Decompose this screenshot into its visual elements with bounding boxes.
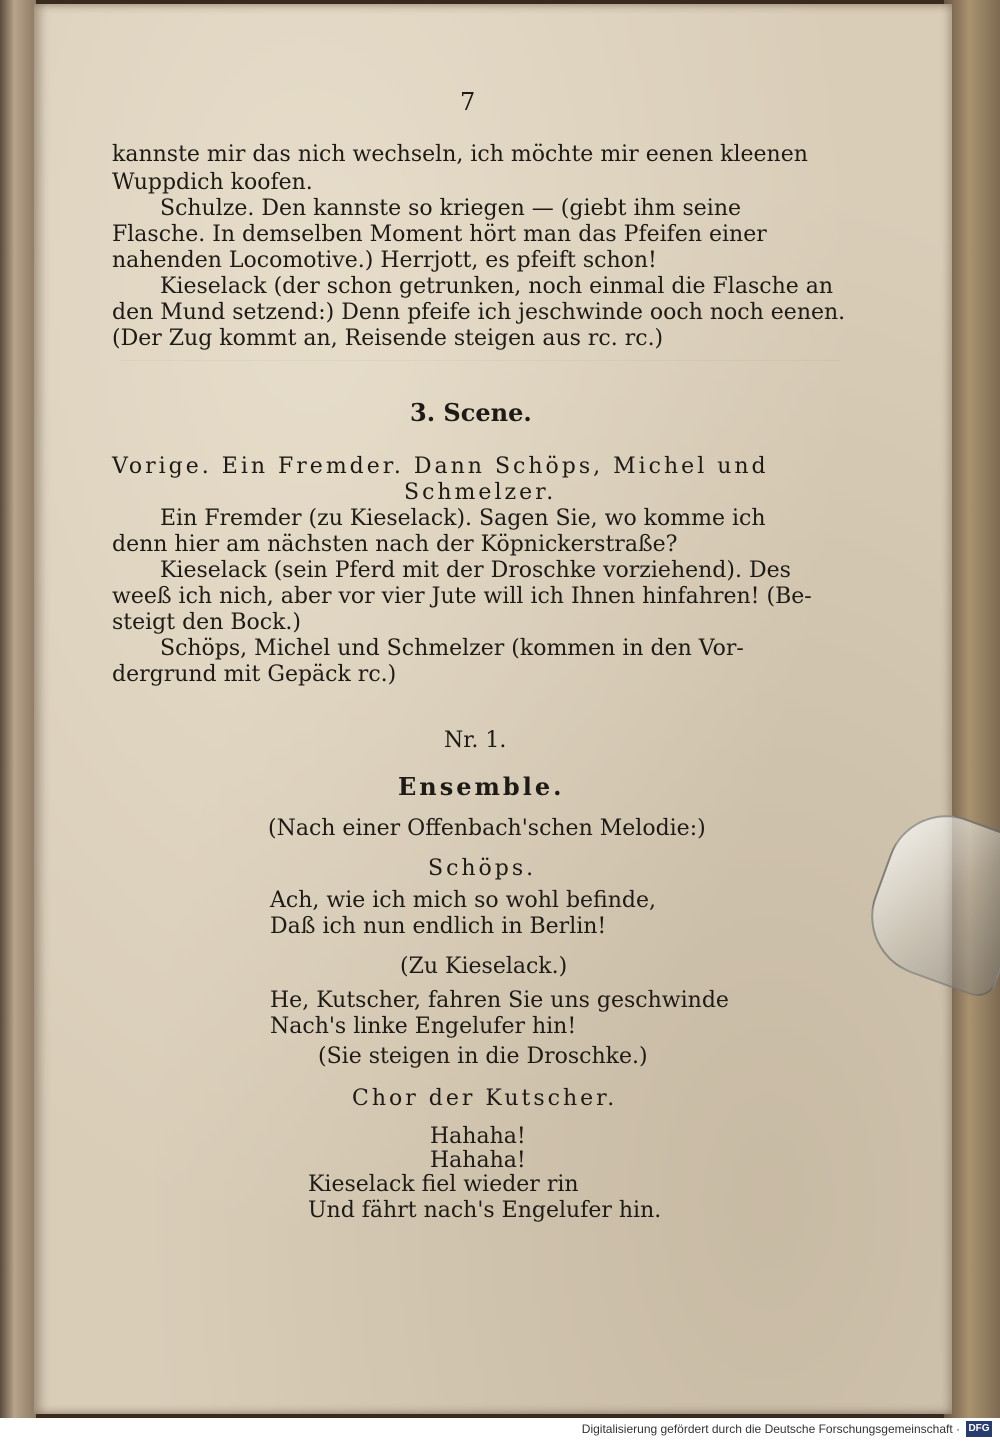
chorus-line-3: Kieselack fiel wieder rin bbox=[308, 1172, 579, 1197]
text-line-16: steigt den Bock.) bbox=[112, 610, 302, 635]
book-cover-left-edge bbox=[0, 0, 36, 1418]
text-line-14: Kieselack (sein Pferd mit der Droschke vorziehend). Des bbox=[160, 558, 791, 583]
text-line-10: Vorige. Ein Fremder. Dann Schöps, Michel und bbox=[112, 454, 769, 479]
text-line-6: Kieselack (der schon getrunken, noch einmal die Flasche an bbox=[160, 274, 834, 299]
text-line-3: Schulze. Den kannste so kriegen — (giebt ihm seine bbox=[160, 196, 742, 221]
text-line-18: dergrund mit Gepäck rc.) bbox=[112, 662, 397, 687]
text-line-11: Schmelzer. bbox=[404, 480, 557, 505]
page-number: 7 bbox=[460, 88, 476, 116]
text-line-5: nahenden Locomotive.) Herrjott, es pfeift schon! bbox=[112, 248, 657, 273]
melody-note: (Nach einer Offenbach'schen Melodie:) bbox=[268, 816, 706, 841]
text-line-13: denn hier am nächsten nach der Köpnickerstraße? bbox=[112, 532, 678, 557]
verse-line-3: He, Kutscher, fahren Sie uns geschwinde bbox=[270, 988, 729, 1013]
chorus-heading: Chor der Kutscher. bbox=[352, 1086, 618, 1111]
text-line-15: weeß ich nich, aber vor vier Jute will ich Ihnen hinfahren! (Be- bbox=[112, 584, 812, 609]
ensemble-heading: Ensemble. bbox=[398, 772, 565, 801]
stage-direction-2: (Sie steigen in die Droschke.) bbox=[318, 1044, 648, 1069]
verse-line-1: Ach, wie ich mich so wohl befinde, bbox=[270, 888, 656, 913]
chorus-line-2: Hahaha! bbox=[430, 1148, 526, 1173]
speaker-schoeps: Schöps. bbox=[428, 856, 537, 881]
book-cover-right-edge bbox=[944, 0, 1000, 1418]
text-line-1: kannste mir das nich wechseln, ich möchte mir eenen kleenen bbox=[112, 142, 808, 167]
stage-direction-1: (Zu Kieselack.) bbox=[400, 954, 568, 979]
dfg-logo-icon: DFG bbox=[966, 1421, 992, 1437]
text-line-17: Schöps, Michel und Schmelzer (kommen in den Vor- bbox=[160, 636, 744, 661]
text-line-7: den Mund setzend:) Denn pfeife ich jeschwinde ooch noch eenen. bbox=[112, 300, 846, 325]
text-line-8: (Der Zug kommt an, Reisende steigen aus rc. rc.) bbox=[112, 326, 664, 351]
text-line-2: Wuppdich koofen. bbox=[112, 170, 313, 195]
funding-credit: Digitalisierung gefördert durch die Deutsche Forschungsgemeinschaft · bbox=[581, 1422, 960, 1436]
verse-line-2: Daß ich nun endlich in Berlin! bbox=[270, 914, 607, 939]
text-line-12: Ein Fremder (zu Kieselack). Sagen Sie, wo komme ich bbox=[160, 506, 766, 531]
verse-line-4: Nach's linke Engelufer hin! bbox=[270, 1014, 577, 1039]
footer-bar bbox=[0, 1418, 1000, 1442]
chorus-line-4: Und fährt nach's Engelufer hin. bbox=[308, 1198, 662, 1223]
text-line-4: Flasche. In demselben Moment hört man das Pfeifen einer bbox=[112, 222, 767, 247]
scene-heading: 3. Scene. bbox=[410, 398, 532, 427]
number-heading: Nr. 1. bbox=[444, 728, 507, 753]
chorus-line-1: Hahaha! bbox=[430, 1124, 526, 1149]
